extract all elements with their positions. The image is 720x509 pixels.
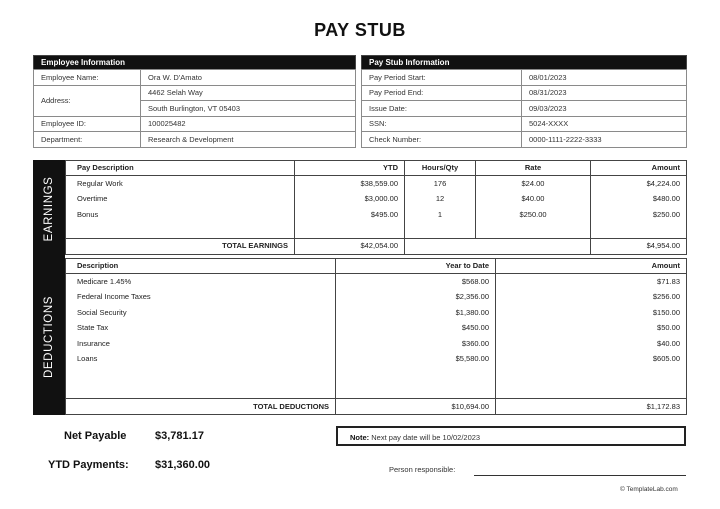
total-earnings-amount: $4,954.00 [591, 238, 687, 254]
employee-name-label: Employee Name: [34, 70, 141, 86]
deduction-description: Federal Income Taxes [77, 292, 151, 301]
earnings-ytd: $495.00 [295, 207, 405, 223]
person-responsible-label: Person responsible: [389, 465, 456, 474]
net-payable-value: $3,781.17 [155, 430, 204, 442]
deduction-amount: $71.83 [496, 274, 687, 290]
period-start-value: 08/01/2023 [522, 70, 687, 86]
employee-id-value: 100025482 [141, 116, 356, 132]
note-box [336, 426, 686, 446]
net-payable-label: Net Payable [64, 430, 127, 442]
deduction-amount: $256.00 [496, 289, 687, 305]
deductions-table [65, 258, 687, 415]
deduction-description: Loans [77, 354, 98, 363]
earnings-header-rate: Rate [476, 161, 591, 176]
earnings-header-ytd: YTD [295, 161, 405, 176]
earnings-rate: $40.00 [476, 191, 591, 207]
earnings-row [66, 191, 687, 207]
earnings-sidebar [33, 160, 65, 258]
deductions-header-amount: Amount [496, 259, 687, 274]
deduction-row [66, 274, 687, 290]
earnings-rate: $24.00 [476, 176, 591, 192]
deductions-header-description: Description [66, 259, 336, 274]
earnings-description: Regular Work [77, 178, 123, 188]
earnings-hours: 1 [405, 207, 476, 223]
deduction-row [66, 289, 687, 305]
department-value: Research & Development [141, 132, 356, 148]
earnings-header-hours: Hours/Qty [405, 161, 476, 176]
deduction-ytd: $2,356.00 [336, 289, 496, 305]
deduction-row [66, 351, 687, 367]
earnings-amount: $480.00 [591, 191, 687, 207]
deduction-ytd: $360.00 [336, 336, 496, 352]
earnings-amount: $4,224.00 [591, 176, 687, 192]
check-number-value: 0000-1111-2222-3333 [522, 132, 687, 148]
total-deductions-label: TOTAL DEDUCTIONS [66, 399, 336, 415]
employee-name-value: Ora W. D'Amato [141, 70, 356, 86]
earnings-total-row [66, 238, 687, 254]
address-line1-value: 4462 Selah Way [141, 85, 356, 101]
earnings-side-label: EARNINGS [43, 176, 55, 242]
ssn-value: 5024-XXXX [522, 116, 687, 132]
earnings-hours: 12 [405, 191, 476, 207]
deduction-ytd: $568.00 [336, 274, 496, 290]
deduction-description: State Tax [77, 323, 109, 332]
earnings-ytd: $3,000.00 [295, 191, 405, 207]
deductions-side-label: DEDUCTIONS [43, 295, 55, 378]
employee-id-label: Employee ID: [34, 116, 141, 132]
employee-info-table [33, 55, 356, 148]
credit-text: © TemplateLab.com [620, 486, 678, 493]
deductions-total-row [66, 399, 687, 415]
earnings-row [66, 207, 687, 223]
deduction-amount: $40.00 [496, 336, 687, 352]
deduction-ytd: $1,380.00 [336, 305, 496, 321]
check-number-label: Check Number: [362, 132, 522, 148]
deduction-amount: $150.00 [496, 305, 687, 321]
deduction-row [66, 336, 687, 352]
deduction-row [66, 305, 687, 321]
department-label: Department: [34, 132, 141, 148]
ssn-label: SSN: [362, 116, 522, 132]
earnings-description: Overtime [77, 194, 108, 203]
deduction-description: Medicare 1.45% [77, 276, 132, 286]
ytd-payments-value: $31,360.00 [155, 459, 211, 471]
ytd-payments-label: YTD Payments: [48, 459, 129, 471]
deduction-row [66, 320, 687, 336]
total-earnings-ytd: $42,054.00 [295, 238, 405, 254]
total-deductions-ytd: $10,694.00 [336, 399, 496, 415]
earnings-header-description: Pay Description [66, 161, 295, 176]
address-label: Address: [34, 85, 141, 116]
earnings-amount: $250.00 [591, 207, 687, 223]
earnings-ytd: $38,559.00 [295, 176, 405, 192]
note-text: Next pay date will be 10/02/2023 [371, 433, 481, 442]
period-end-label: Pay Period End: [362, 85, 522, 101]
signature-line[interactable] [474, 475, 686, 476]
issue-date-value: 09/03/2023 [522, 101, 687, 117]
period-end-value: 08/31/2023 [522, 85, 687, 101]
earnings-rate: $250.00 [476, 207, 591, 223]
earnings-description: Bonus [77, 209, 99, 219]
deductions-header-ytd: Year to Date [336, 259, 496, 274]
period-start-label: Pay Period Start: [362, 70, 522, 86]
deduction-description: Insurance [77, 338, 110, 348]
stub-info-header: Pay Stub Information [362, 56, 687, 70]
employee-info-header: Employee Information [34, 56, 356, 70]
earnings-hours: 176 [405, 176, 476, 192]
total-earnings-label: TOTAL EARNINGS [66, 238, 295, 254]
earnings-row [66, 176, 687, 192]
deduction-ytd: $450.00 [336, 320, 496, 336]
page-title: PAY STUB [314, 20, 406, 40]
total-deductions-amount: $1,172.83 [496, 399, 687, 415]
address-line2-value: South Burlington, VT 05403 [141, 101, 356, 117]
earnings-header-amount: Amount [591, 161, 687, 176]
deduction-amount: $605.00 [496, 351, 687, 367]
deduction-ytd: $5,580.00 [336, 351, 496, 367]
stub-info-table [361, 55, 687, 148]
deduction-description: Social Security [77, 307, 127, 317]
deductions-sidebar [33, 258, 65, 415]
note-label: Note: [350, 433, 370, 442]
deduction-amount: $50.00 [496, 320, 687, 336]
earnings-table [65, 160, 687, 255]
issue-date-label: Issue Date: [362, 101, 522, 117]
deduction-spacer-row [66, 367, 687, 399]
earnings-spacer-row [66, 222, 687, 238]
